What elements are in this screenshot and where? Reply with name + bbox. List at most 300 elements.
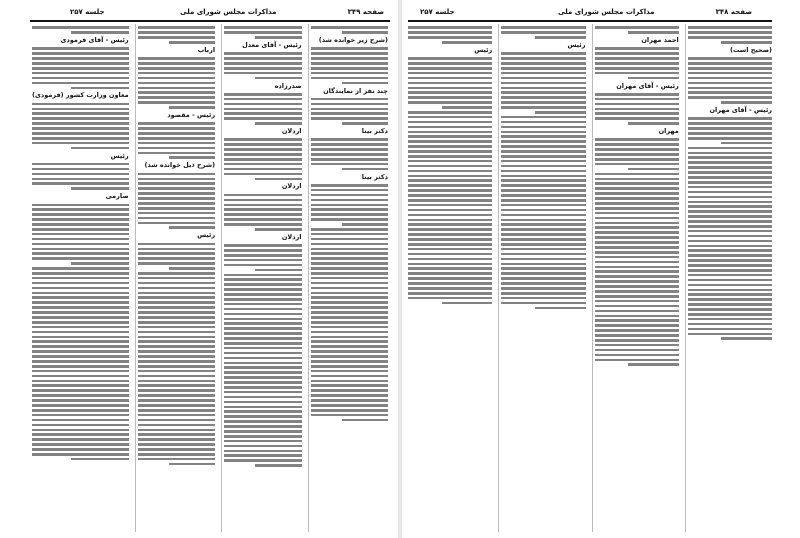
text-line bbox=[32, 438, 129, 441]
text-line bbox=[224, 318, 301, 321]
text-line bbox=[138, 360, 215, 363]
text-line bbox=[688, 235, 772, 238]
text-line bbox=[595, 143, 679, 146]
text-column bbox=[592, 24, 681, 532]
text-line bbox=[311, 148, 388, 151]
text-line bbox=[311, 204, 388, 207]
text-line bbox=[224, 391, 301, 394]
text-line bbox=[32, 443, 129, 446]
text-line bbox=[138, 122, 215, 125]
text-line bbox=[224, 366, 301, 369]
text-line bbox=[501, 297, 585, 300]
text-line bbox=[32, 306, 129, 309]
text-line bbox=[688, 249, 772, 252]
text-line bbox=[138, 399, 215, 402]
text-line bbox=[408, 248, 492, 251]
text-line bbox=[224, 420, 301, 423]
text-line bbox=[224, 440, 301, 443]
text-line bbox=[224, 288, 301, 291]
text-line bbox=[595, 108, 679, 111]
text-line bbox=[32, 384, 129, 387]
text-line bbox=[224, 425, 301, 428]
text-line bbox=[501, 267, 585, 270]
text-line bbox=[32, 178, 129, 181]
text-line bbox=[311, 77, 388, 80]
text-line bbox=[71, 262, 129, 265]
text-line bbox=[311, 355, 388, 358]
text-line bbox=[688, 57, 772, 60]
text-line bbox=[595, 359, 679, 362]
text-line bbox=[408, 31, 492, 34]
text-line bbox=[32, 282, 129, 285]
text-line bbox=[408, 155, 492, 158]
text-line bbox=[501, 292, 585, 295]
text-line bbox=[224, 158, 301, 161]
text-line bbox=[138, 207, 215, 210]
text-line bbox=[169, 267, 215, 270]
text-line bbox=[595, 270, 679, 273]
text-line bbox=[501, 248, 585, 251]
text-line bbox=[501, 189, 585, 192]
text-line bbox=[32, 311, 129, 314]
text-line bbox=[595, 98, 679, 101]
text-line bbox=[688, 245, 772, 248]
text-line bbox=[688, 82, 772, 85]
text-line bbox=[501, 223, 585, 226]
text-line bbox=[595, 163, 679, 166]
text-line bbox=[311, 138, 388, 141]
text-line bbox=[224, 322, 301, 325]
text-line bbox=[408, 145, 492, 148]
text-line bbox=[71, 31, 129, 34]
text-line bbox=[224, 148, 301, 151]
text-line bbox=[688, 298, 772, 301]
page-number: صفحه ۳۴۹ bbox=[347, 8, 384, 16]
text-line bbox=[628, 122, 679, 125]
text-line bbox=[721, 101, 772, 104]
text-line bbox=[32, 296, 129, 299]
text-line bbox=[408, 67, 492, 70]
text-line bbox=[501, 233, 585, 236]
text-line bbox=[342, 31, 388, 34]
text-line bbox=[442, 106, 493, 109]
text-line bbox=[32, 168, 129, 171]
speaker-heading: چند نفر از نمایندگان bbox=[323, 86, 388, 95]
text-line bbox=[138, 380, 215, 383]
text-line bbox=[224, 112, 301, 115]
text-line bbox=[32, 208, 129, 211]
text-line bbox=[224, 303, 301, 306]
text-line bbox=[688, 181, 772, 184]
text-line bbox=[408, 287, 492, 290]
text-line bbox=[342, 419, 388, 422]
text-line bbox=[138, 277, 215, 280]
text-line bbox=[138, 36, 215, 39]
text-line bbox=[224, 223, 301, 226]
text-line bbox=[311, 306, 388, 309]
text-line bbox=[408, 277, 492, 280]
text-line bbox=[688, 210, 772, 213]
text-line bbox=[311, 272, 388, 275]
text-columns bbox=[30, 24, 390, 532]
text-line bbox=[501, 140, 585, 143]
text-line bbox=[32, 448, 129, 451]
text-line bbox=[408, 204, 492, 207]
text-line bbox=[688, 293, 772, 296]
text-line bbox=[408, 263, 492, 266]
text-line bbox=[224, 264, 301, 267]
text-line bbox=[224, 138, 301, 141]
text-line bbox=[169, 156, 215, 159]
text-line bbox=[595, 226, 679, 229]
text-line bbox=[138, 182, 215, 185]
text-line bbox=[408, 82, 492, 85]
text-line bbox=[138, 272, 215, 275]
text-line bbox=[501, 175, 585, 178]
text-line bbox=[688, 259, 772, 262]
text-line bbox=[32, 277, 129, 280]
text-line bbox=[311, 163, 388, 166]
text-line bbox=[32, 380, 129, 383]
text-line bbox=[311, 194, 388, 197]
text-line bbox=[501, 106, 585, 109]
text-line bbox=[535, 307, 586, 310]
text-line bbox=[595, 261, 679, 264]
text-line bbox=[311, 267, 388, 270]
text-line bbox=[408, 121, 492, 124]
left-page bbox=[0, 0, 398, 538]
text-line bbox=[169, 41, 215, 44]
text-line bbox=[138, 152, 215, 155]
text-line bbox=[32, 287, 129, 290]
text-line bbox=[311, 326, 388, 329]
text-line bbox=[32, 137, 129, 140]
text-line bbox=[32, 326, 129, 329]
text-line bbox=[311, 189, 388, 192]
text-line bbox=[311, 316, 388, 319]
text-line bbox=[688, 31, 772, 34]
text-line bbox=[628, 363, 679, 366]
text-line bbox=[32, 340, 129, 343]
text-line bbox=[32, 117, 129, 120]
text-line bbox=[595, 202, 679, 205]
text-line bbox=[501, 277, 585, 280]
text-line bbox=[32, 365, 129, 368]
text-line bbox=[408, 199, 492, 202]
text-line bbox=[408, 135, 492, 138]
text-line bbox=[408, 233, 492, 236]
text-line bbox=[311, 67, 388, 70]
text-line bbox=[408, 194, 492, 197]
text-line bbox=[501, 238, 585, 241]
text-line bbox=[501, 52, 585, 55]
text-line bbox=[342, 168, 388, 171]
text-line bbox=[408, 189, 492, 192]
header-rule bbox=[408, 20, 772, 22]
text-line bbox=[224, 337, 301, 340]
text-line bbox=[442, 302, 493, 305]
text-line bbox=[408, 62, 492, 65]
text-line bbox=[138, 202, 215, 205]
text-line bbox=[688, 186, 772, 189]
page-header bbox=[408, 8, 772, 20]
text-line bbox=[688, 323, 772, 326]
text-line bbox=[138, 336, 215, 339]
text-line bbox=[595, 67, 679, 70]
text-line bbox=[501, 287, 585, 290]
text-line bbox=[138, 414, 215, 417]
text-line bbox=[501, 214, 585, 217]
text-line bbox=[688, 328, 772, 331]
text-line bbox=[688, 36, 772, 39]
running-title: مذاکرات مجلس شورای ملی bbox=[180, 8, 277, 16]
text-line bbox=[138, 72, 215, 75]
text-line bbox=[138, 217, 215, 220]
text-line bbox=[138, 101, 215, 104]
speaker-heading: رئیس bbox=[567, 40, 586, 49]
text-line bbox=[32, 127, 129, 130]
text-line bbox=[224, 274, 301, 277]
text-line bbox=[688, 72, 772, 75]
text-line bbox=[595, 222, 679, 225]
text-line bbox=[595, 349, 679, 352]
text-line bbox=[311, 336, 388, 339]
speaker-heading: مهران bbox=[658, 127, 679, 136]
text-line bbox=[32, 82, 129, 85]
text-line bbox=[408, 243, 492, 246]
text-line bbox=[501, 219, 585, 222]
text-line bbox=[32, 424, 129, 427]
text-line bbox=[138, 350, 215, 353]
text-line bbox=[224, 93, 301, 96]
text-line bbox=[408, 175, 492, 178]
text-line bbox=[688, 62, 772, 65]
text-line bbox=[408, 140, 492, 143]
text-line bbox=[595, 246, 679, 249]
text-line bbox=[32, 404, 129, 407]
text-line bbox=[311, 311, 388, 314]
text-line bbox=[688, 161, 772, 164]
text-line bbox=[32, 409, 129, 412]
text-line bbox=[224, 298, 301, 301]
text-line bbox=[311, 72, 388, 75]
text-line bbox=[688, 205, 772, 208]
session-number: جلسه ۲۵۷ bbox=[420, 8, 455, 16]
text-line bbox=[408, 292, 492, 295]
text-line bbox=[32, 389, 129, 392]
right-page bbox=[402, 0, 800, 538]
text-line bbox=[311, 199, 388, 202]
text-line bbox=[501, 126, 585, 129]
text-line bbox=[311, 143, 388, 146]
text-line bbox=[224, 259, 301, 262]
text-line bbox=[224, 293, 301, 296]
text-line bbox=[224, 52, 301, 55]
text-line bbox=[501, 135, 585, 138]
text-line bbox=[32, 350, 129, 353]
text-line bbox=[224, 72, 301, 75]
text-line bbox=[595, 280, 679, 283]
text-line bbox=[138, 433, 215, 436]
text-line bbox=[595, 329, 679, 332]
text-line bbox=[595, 93, 679, 96]
text-line bbox=[501, 31, 585, 34]
text-line bbox=[224, 244, 301, 247]
text-line bbox=[501, 155, 585, 158]
text-line bbox=[32, 47, 129, 50]
text-line bbox=[688, 122, 772, 125]
text-line bbox=[688, 171, 772, 174]
text-column bbox=[135, 24, 217, 532]
text-line bbox=[224, 401, 301, 404]
text-line bbox=[501, 160, 585, 163]
text-line bbox=[408, 219, 492, 222]
text-line bbox=[688, 132, 772, 135]
text-line bbox=[408, 228, 492, 231]
text-line bbox=[501, 121, 585, 124]
text-line bbox=[688, 196, 772, 199]
text-line bbox=[595, 72, 679, 75]
text-line bbox=[408, 272, 492, 275]
text-line bbox=[138, 306, 215, 309]
text-line bbox=[224, 143, 301, 146]
text-line bbox=[595, 47, 679, 50]
text-line bbox=[224, 376, 301, 379]
text-line bbox=[32, 292, 129, 295]
text-line bbox=[595, 138, 679, 141]
text-line bbox=[311, 57, 388, 60]
text-line bbox=[32, 213, 129, 216]
text-line bbox=[595, 285, 679, 288]
text-line bbox=[224, 31, 301, 34]
text-line bbox=[408, 160, 492, 163]
text-line bbox=[501, 96, 585, 99]
text-line bbox=[32, 321, 129, 324]
text-line bbox=[408, 179, 492, 182]
speaker-heading: معاون وزارت کشور (فرمودی) bbox=[32, 91, 129, 100]
text-line bbox=[32, 252, 129, 255]
text-line bbox=[224, 362, 301, 365]
text-line bbox=[224, 313, 301, 316]
text-line bbox=[501, 82, 585, 85]
text-line bbox=[501, 199, 585, 202]
text-line bbox=[688, 220, 772, 223]
text-line bbox=[501, 26, 585, 29]
text-line bbox=[595, 339, 679, 342]
text-line bbox=[311, 262, 388, 265]
speaker-heading: اردلان bbox=[281, 127, 302, 136]
text-line bbox=[688, 67, 772, 70]
text-line bbox=[224, 254, 301, 257]
text-line bbox=[224, 371, 301, 374]
text-line bbox=[688, 156, 772, 159]
text-line bbox=[688, 269, 772, 272]
text-line bbox=[224, 445, 301, 448]
text-line bbox=[32, 77, 129, 80]
text-line bbox=[688, 240, 772, 243]
text-line bbox=[32, 243, 129, 246]
text-line bbox=[311, 158, 388, 161]
text-line bbox=[311, 252, 388, 255]
text-line bbox=[32, 223, 129, 226]
text-line bbox=[138, 248, 215, 251]
text-line bbox=[138, 409, 215, 412]
speaker-heading: رئیس - آقای فرمودی bbox=[60, 36, 129, 45]
text-line bbox=[224, 332, 301, 335]
text-column bbox=[308, 24, 390, 532]
text-line bbox=[224, 278, 301, 281]
text-line bbox=[138, 326, 215, 329]
text-line bbox=[501, 131, 585, 134]
text-line bbox=[138, 62, 215, 65]
speaker-heading: صارمی bbox=[105, 192, 129, 201]
text-line bbox=[224, 430, 301, 433]
text-line bbox=[224, 213, 301, 216]
text-line bbox=[311, 112, 388, 115]
text-line bbox=[224, 67, 301, 70]
text-line bbox=[501, 209, 585, 212]
text-line bbox=[721, 337, 772, 340]
text-column bbox=[30, 24, 131, 532]
text-line bbox=[408, 209, 492, 212]
text-line bbox=[688, 127, 772, 130]
text-line bbox=[595, 103, 679, 106]
text-line bbox=[224, 249, 301, 252]
text-line bbox=[595, 148, 679, 151]
text-line bbox=[32, 331, 129, 334]
text-line bbox=[408, 91, 492, 94]
text-line bbox=[224, 459, 301, 462]
text-line bbox=[311, 389, 388, 392]
text-line bbox=[224, 163, 301, 166]
text-line bbox=[255, 77, 301, 80]
text-line bbox=[138, 296, 215, 299]
text-line bbox=[595, 354, 679, 357]
text-line bbox=[501, 116, 585, 119]
text-line bbox=[595, 305, 679, 308]
text-line bbox=[688, 333, 772, 336]
text-line bbox=[721, 142, 772, 145]
text-line bbox=[32, 103, 129, 106]
text-line bbox=[224, 386, 301, 389]
text-line bbox=[501, 302, 585, 305]
text-line bbox=[138, 331, 215, 334]
text-line bbox=[408, 57, 492, 60]
text-line bbox=[311, 414, 388, 417]
text-line bbox=[138, 67, 215, 70]
text-line bbox=[32, 142, 129, 145]
text-line bbox=[32, 360, 129, 363]
text-line bbox=[688, 166, 772, 169]
text-line bbox=[71, 147, 129, 150]
text-line bbox=[138, 243, 215, 246]
text-line bbox=[311, 384, 388, 387]
text-line bbox=[311, 365, 388, 368]
speaker-heading: (شرح زیر خوانده شد) bbox=[318, 36, 388, 45]
text-line bbox=[408, 184, 492, 187]
text-line bbox=[224, 450, 301, 453]
text-line bbox=[138, 458, 215, 461]
text-line bbox=[138, 87, 215, 90]
text-line bbox=[311, 213, 388, 216]
text-line bbox=[224, 62, 301, 65]
text-line bbox=[32, 72, 129, 75]
speaker-heading: (صحیح است) bbox=[729, 45, 772, 54]
text-line bbox=[501, 194, 585, 197]
text-line bbox=[224, 342, 301, 345]
text-line bbox=[32, 218, 129, 221]
text-line bbox=[138, 57, 215, 60]
